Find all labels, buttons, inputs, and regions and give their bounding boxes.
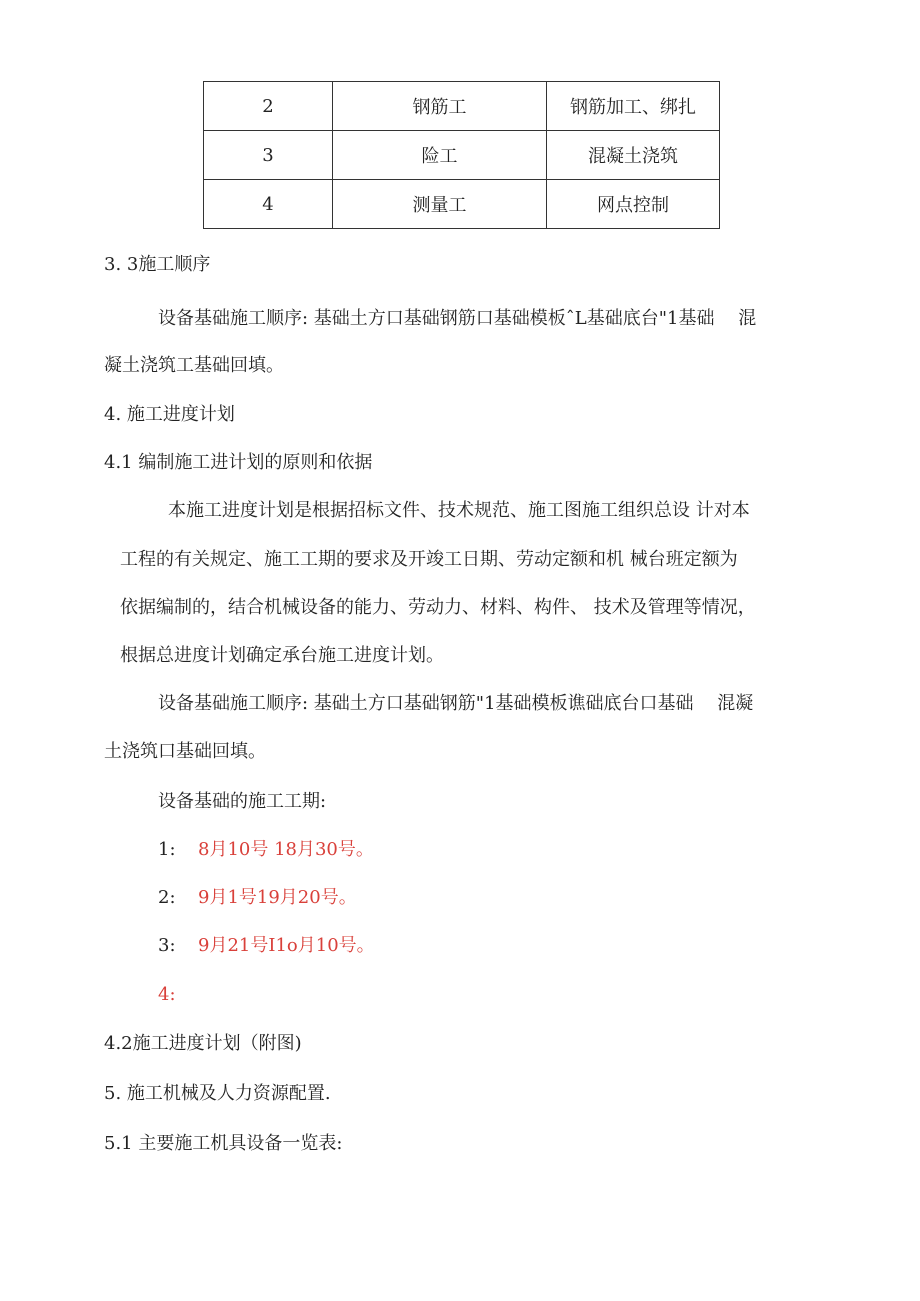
paragraph-line: 设备基础的施工工期: — [158, 791, 327, 812]
section-heading: 5.1 主要施工机具设备一览表: — [104, 1133, 343, 1154]
list-item-value: 9月21号I1o月10号。 — [198, 935, 375, 956]
paragraph-line: 设备基础施工顺序: 基础土方口基础钢筋口基础模板ˆL基础底台"1基础 混 — [158, 308, 757, 329]
table-cell: 混凝土浇筑 — [547, 131, 720, 180]
table-cell: 3 — [204, 131, 333, 180]
list-item-number: 3: — [158, 935, 176, 956]
table-cell: 2 — [204, 82, 333, 131]
list-item-value: 8月10号 18月30号。 — [198, 839, 374, 860]
section-heading: 4.1 编制施工进计划的原则和依据 — [104, 452, 373, 473]
table-cell: 测量工 — [333, 180, 547, 229]
table-row — [204, 180, 720, 229]
table-cell: 险工 — [333, 131, 547, 180]
paragraph-line: 依据编制的，结合机械设备的能力、劳动力、材料、构件、 技术及管理等情况， — [120, 597, 756, 618]
section-heading: 4. 施工进度计划 — [104, 404, 235, 425]
list-item-number: 1: — [158, 839, 176, 860]
paragraph-line: 土浇筑口基础回填。 — [104, 741, 266, 762]
list-item-number: 2: — [158, 887, 176, 908]
paragraph-line: 根据总进度计划确定承台施工进度计划。 — [120, 645, 444, 666]
paragraph-line: 工程的有关规定、施工工期的要求及开竣工日期、劳动定额和机 械台班定额为 — [120, 549, 738, 570]
paragraph-line: 凝土浇筑工基础回填。 — [104, 355, 284, 376]
table-row — [204, 82, 720, 131]
section-heading: 4.2施工进度计划（附图) — [104, 1033, 302, 1054]
section-heading: 5. 施工机械及人力资源配置. — [104, 1083, 331, 1104]
list-item-value: 9月1号19月20号。 — [198, 887, 357, 908]
table-row — [204, 131, 720, 180]
section-heading: 3. 3施工顺序 — [104, 254, 211, 275]
table-cell: 4 — [204, 180, 333, 229]
labor-table — [203, 81, 720, 229]
table-cell: 网点控制 — [547, 180, 720, 229]
paragraph-line: 设备基础施工顺序: 基础土方口基础钢筋"1基础模板谯础底台口基础 混凝 — [158, 693, 754, 714]
list-item-number: 4: — [158, 984, 176, 1005]
table-cell: 钢筋加工、绑扎 — [547, 82, 720, 131]
table-cell: 钢筋工 — [333, 82, 547, 131]
paragraph-line: 本施工进度计划是根据招标文件、技术规范、施工图施工组织总设 计对本 — [168, 500, 750, 521]
